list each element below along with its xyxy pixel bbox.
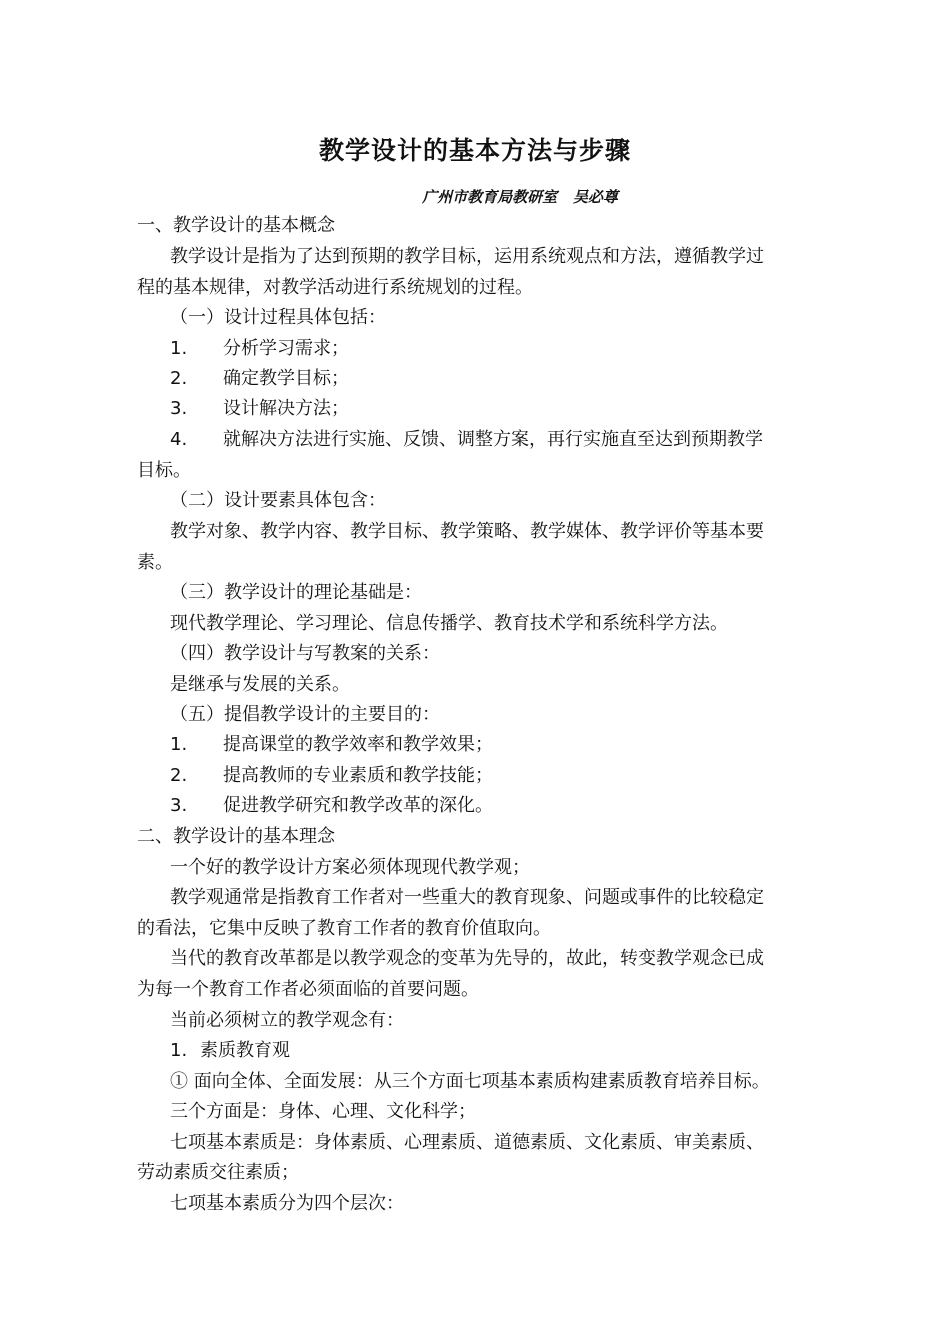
paragraph-line: 一个好的教学设计方案必须体现现代教学观； bbox=[170, 857, 530, 878]
subsection-heading: （四）教学设计与写教案的关系： bbox=[170, 643, 440, 664]
list-text: 促进教学研究和教学改革的深化。 bbox=[223, 795, 493, 816]
paragraph-line: 为每一个教育工作者必须面临的首要问题。 bbox=[137, 979, 479, 1000]
list-text: 就解决方法进行实施、反馈、调整方案，再行实施直至达到预期教学 bbox=[223, 429, 763, 450]
subsection-heading: （三）教学设计的理论基础是： bbox=[170, 582, 422, 603]
subsection-heading: （二）设计要素具体包含： bbox=[170, 490, 386, 511]
paragraph-line: 素。 bbox=[137, 552, 173, 573]
paragraph-line: 教学对象、教学内容、教学目标、教学策略、教学媒体、教学评价等基本要 bbox=[170, 521, 764, 542]
paragraph-line: 当代的教育改革都是以教学观念的变革为先导的，故此，转变教学观念已成 bbox=[170, 948, 764, 969]
subsection-heading: （一）设计过程具体包括： bbox=[170, 307, 386, 328]
paragraph-line: ① 面向全体、全面发展：从三个方面七项基本素质构建素质教育培养目标。 bbox=[170, 1071, 770, 1092]
list-item bbox=[170, 337, 349, 361]
list-text: 提高课堂的教学效率和教学效果； bbox=[223, 734, 493, 755]
list-number: 1. bbox=[170, 1040, 188, 1061]
list-number: 2. bbox=[170, 765, 188, 786]
list-number: 2. bbox=[170, 368, 188, 389]
list-item bbox=[170, 397, 349, 421]
list-item bbox=[170, 733, 493, 757]
paragraph-line: 七项基本素质是：身体素质、心理素质、道德素质、文化素质、审美素质、 bbox=[170, 1132, 764, 1153]
list-number: 3. bbox=[170, 398, 188, 419]
paragraph-line: 三个方面是：身体、心理、文化科学； bbox=[170, 1101, 476, 1122]
list-item bbox=[170, 367, 349, 391]
list-text: 确定教学目标； bbox=[223, 368, 349, 389]
paragraph-line: 目标。 bbox=[137, 460, 191, 481]
paragraph-line: 是继承与发展的关系。 bbox=[170, 674, 350, 695]
document-title: 教学设计的基本方法与步骤 bbox=[318, 136, 631, 165]
paragraph-line: 教学设计是指为了达到预期的教学目标，运用系统观点和方法，遵循教学过 bbox=[170, 246, 764, 267]
list-text: 提高教师的专业素质和教学技能； bbox=[223, 765, 493, 786]
list-item bbox=[170, 764, 493, 788]
section-heading: 二、教学设计的基本理念 bbox=[137, 826, 335, 847]
paragraph-line: 当前必须树立的教学观念有： bbox=[170, 1010, 404, 1031]
list-number: 1. bbox=[170, 734, 188, 755]
list-number: 3. bbox=[170, 795, 188, 816]
section-heading: 一、教学设计的基本概念 bbox=[137, 215, 335, 236]
paragraph-line: 七项基本素质分为四个层次： bbox=[170, 1193, 404, 1214]
list-text: 素质教育观 bbox=[200, 1040, 290, 1061]
list-text: 分析学习需求； bbox=[223, 338, 349, 359]
list-item bbox=[170, 428, 763, 452]
subsection-heading: （五）提倡教学设计的主要目的： bbox=[170, 704, 440, 725]
list-item bbox=[170, 1039, 290, 1063]
list-item bbox=[170, 794, 493, 818]
paragraph-line: 教学观通常是指教育工作者对一些重大的教育现象、问题或事件的比较稳定 bbox=[170, 887, 764, 908]
paragraph-line: 劳动素质交往素质； bbox=[137, 1162, 299, 1183]
author-line: 广州市教育局教研室 吴必尊 bbox=[422, 188, 618, 206]
list-number: 1. bbox=[170, 338, 188, 359]
list-text: 设计解决方法； bbox=[223, 398, 349, 419]
paragraph-line: 现代教学理论、学习理论、信息传播学、教育技术学和系统科学方法。 bbox=[170, 613, 728, 634]
paragraph-line: 的看法，它集中反映了教育工作者的教育价值取向。 bbox=[137, 918, 551, 939]
paragraph-line: 程的基本规律，对教学活动进行系统规划的过程。 bbox=[137, 277, 533, 298]
list-number: 4. bbox=[170, 429, 188, 450]
